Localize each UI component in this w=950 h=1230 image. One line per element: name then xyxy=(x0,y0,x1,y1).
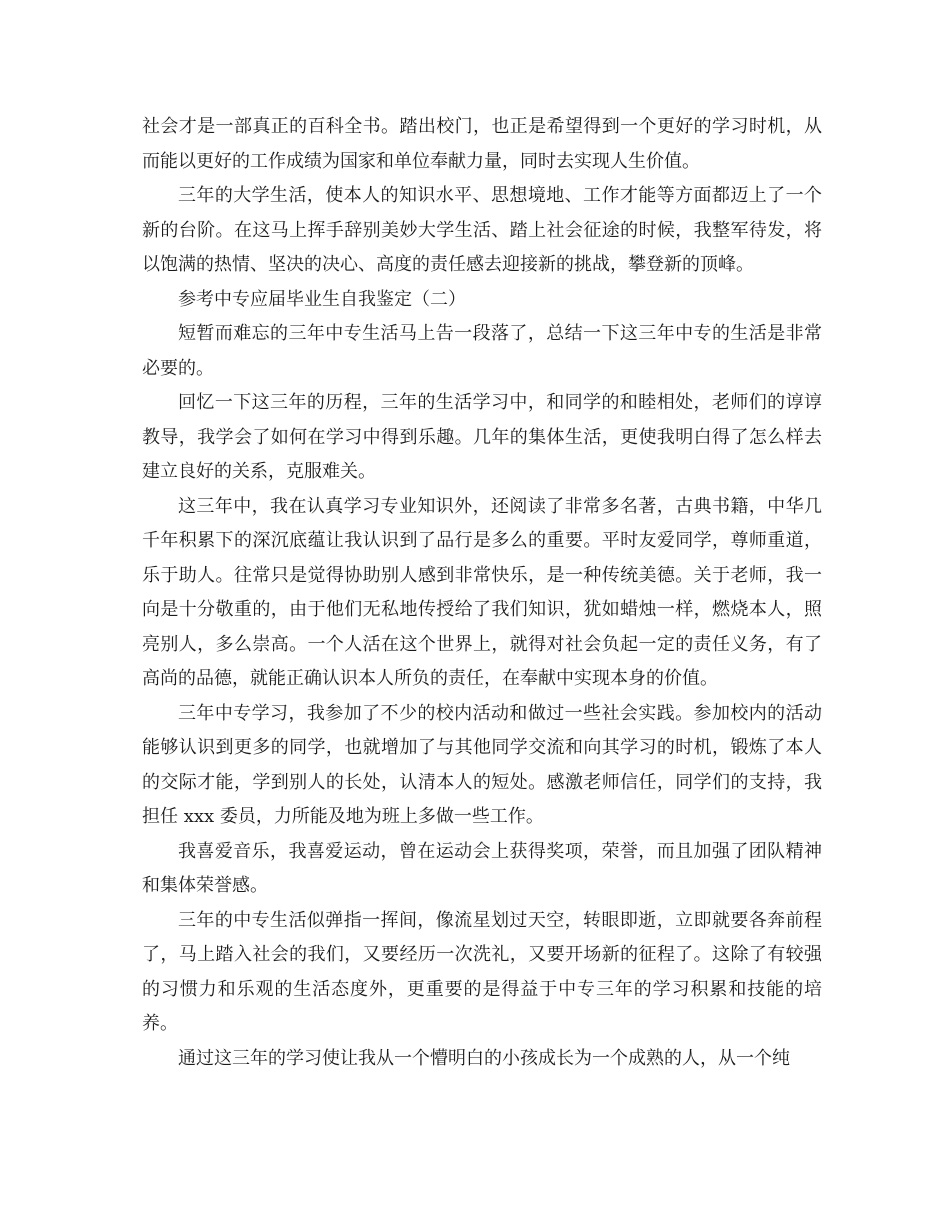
section-heading: 参考中专应届毕业生自我鉴定（二） xyxy=(178,288,466,310)
paragraph-1: 社会才是一部真正的百科全书。踏出校门，也正是希望得到一个更好的学习时机，从而能以更好的工作成绩为国家和单位奉献力量，同时去实现人生价值。 xyxy=(142,116,822,172)
paragraph-2: 三年的大学生活，使本人的知识水平、思想境地、工作才能等方面都迈上了一个新的台阶。在这马上挥手辞别美妙大学生活、踏上社会征途的时候，我整军待发，将以饱满的热情、坚决的决心、高度的责任感去迎接新的挑战，攀登新的顶峰。 xyxy=(142,185,822,275)
paragraph-4: 回忆一下这三年的历程，三年的生活学习中，和同学的和睦相处，老师们的谆谆教导，我学会了如何在学习中得到乐趣。几年的集体生活，更使我明白得了怎么样去建立良好的关系，克服难关。 xyxy=(142,392,822,482)
paragraph-6: 三年中专学习，我参加了不少的校内活动和做过一些社会实践。参加校内的活动能够认识到更多的同学，也就增加了与其他同学交流和向其学习的时机，锻炼了本人的交际才能，学到别人的长处，认清本人的短处。感激老师信任，同学们的支持，我担任 xxx 委员，力所能及地为班上多做一些工作。 xyxy=(142,702,822,827)
paragraph-3: 短暂而难忘的三年中专生活马上告一段落了，总结一下这三年中专的生活是非常必要的。 xyxy=(142,323,822,379)
paragraph-7: 我喜爱音乐，我喜爱运动，曾在运动会上获得奖项，荣誉，而且加强了团队精神和集体荣誉感。 xyxy=(142,840,822,896)
paragraph-9: 通过这三年的学习使让我从一个懵明白的小孩成长为一个成熟的人，从一个纯 xyxy=(178,1047,790,1069)
paragraph-8: 三年的中专生活似弹指一挥间，像流星划过天空，转眼即逝，立即就要各奔前程了，马上踏入社会的我们，又要经历一次洗礼，又要开场新的征程了。这除了有较强的习惯力和乐观的生活态度外，更重要的是得益于中专三年的学习积累和技能的培养。 xyxy=(142,909,822,1034)
document-page xyxy=(142,110,822,1076)
paragraph-5: 这三年中，我在认真学习专业知识外，还阅读了非常多名著，古典书籍，中华几千年积累下的深沉底蕴让我认识到了品行是多么的重要。平时友爱同学，尊师重道，乐于助人。往常只是觉得协助别人感到非常快乐，是一种传统美德。关于老师，我一向是十分敬重的，由于他们无私地传授给了我们知识，犹如蜡烛一样，燃烧本人，照亮别人，多么崇高。一个人活在这个世界上，就得对社会负起一定的责任义务，有了高尚的品德，就能正确认识本人所负的责任，在奉献中实现本身的价值。 xyxy=(142,495,822,689)
